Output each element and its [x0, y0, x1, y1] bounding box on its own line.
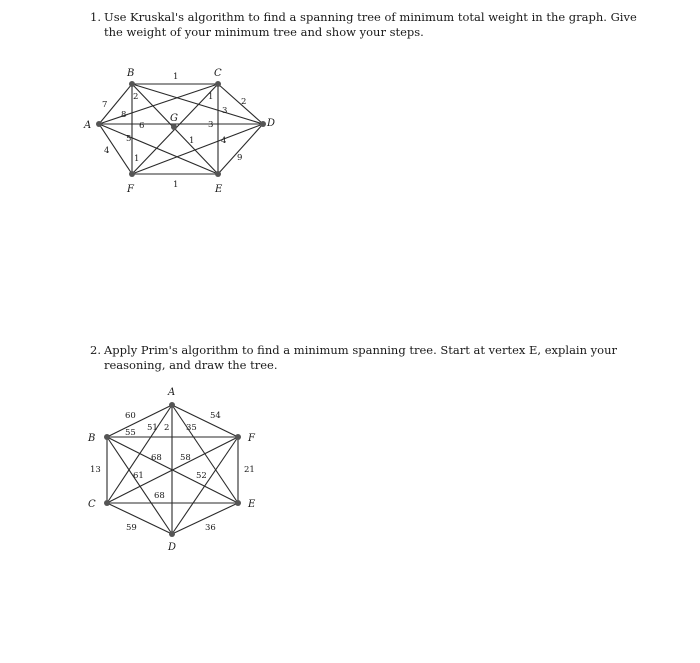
vertex-label-c: C: [88, 499, 96, 510]
vertex-c: [104, 500, 110, 506]
weight-label: 5: [126, 134, 132, 144]
vertex-e: [235, 500, 241, 506]
weight-label: 7: [102, 100, 108, 110]
weight-label: 2: [241, 97, 247, 107]
weight-label: 1: [134, 154, 140, 164]
weight-label: 68: [154, 491, 165, 501]
weight-label: 9: [237, 153, 243, 163]
weight-label: 60: [125, 411, 136, 421]
vertex-label-g: G: [170, 113, 178, 124]
vertex-label-a: A: [168, 387, 176, 398]
edge-a-b: [107, 405, 172, 437]
problem-1-text: Use Kruskal's algorithm to find a spanning tree of minimum total weight in the graph. Give the weight of your minimum tree and show your steps.: [104, 10, 637, 39]
vertex-label-d: D: [168, 542, 177, 553]
problem-2-text: Apply Prim's algorithm to find a minimum spanning tree. Start at vertex E, explain your reasoning, and draw the tree.: [104, 343, 617, 372]
vertex-label-f: F: [248, 433, 255, 444]
weight-label: 2: [133, 92, 139, 102]
edge-f-d: [172, 437, 238, 534]
weight-label: 36: [205, 523, 216, 533]
edge-a-c: [107, 405, 172, 503]
edge-a-f: [172, 405, 238, 437]
weight-label: 13: [90, 465, 101, 475]
weight-label: 6: [139, 121, 145, 131]
vertex-f: [235, 434, 241, 440]
weight-label: 58: [180, 453, 191, 463]
vertex-label-b: B: [88, 433, 96, 444]
vertex-label-e: E: [248, 499, 256, 510]
vertex-label-c: C: [214, 68, 222, 79]
weight-label: 3: [208, 120, 214, 130]
problem-2-number: 2.: [90, 343, 101, 357]
vertex-label-b: B: [127, 68, 135, 79]
weight-label: 55: [125, 428, 136, 438]
weight-label: 21: [244, 465, 255, 475]
vertex-b: [104, 434, 110, 440]
weight-label: 1: [173, 180, 179, 190]
weight-label: 3: [222, 106, 228, 116]
vertex-d: [169, 531, 175, 537]
weight-label: 61: [133, 471, 144, 481]
vertex-label-d: D: [267, 118, 276, 129]
weight-label: 1: [208, 92, 214, 102]
weight-label: 2: [164, 423, 170, 433]
problem-1-number: 1.: [90, 10, 101, 24]
edge-b-d: [107, 437, 172, 534]
vertex-label-f: F: [127, 184, 134, 195]
weight-label: 4: [104, 146, 110, 156]
vertex-label-a: A: [84, 120, 92, 131]
weight-label: 54: [210, 411, 221, 421]
weight-label: 51: [147, 423, 158, 433]
weight-label: 1: [173, 72, 179, 82]
weight-label: 59: [126, 523, 137, 533]
weight-label: 1: [189, 136, 195, 146]
weight-label: 8: [121, 110, 127, 120]
weight-label: 52: [196, 471, 207, 481]
weight-label: 35: [186, 423, 197, 433]
weight-label: 4: [221, 136, 227, 146]
vertex-a: [169, 402, 175, 408]
weight-label: 68: [151, 453, 162, 463]
vertex-label-e: E: [215, 184, 223, 195]
